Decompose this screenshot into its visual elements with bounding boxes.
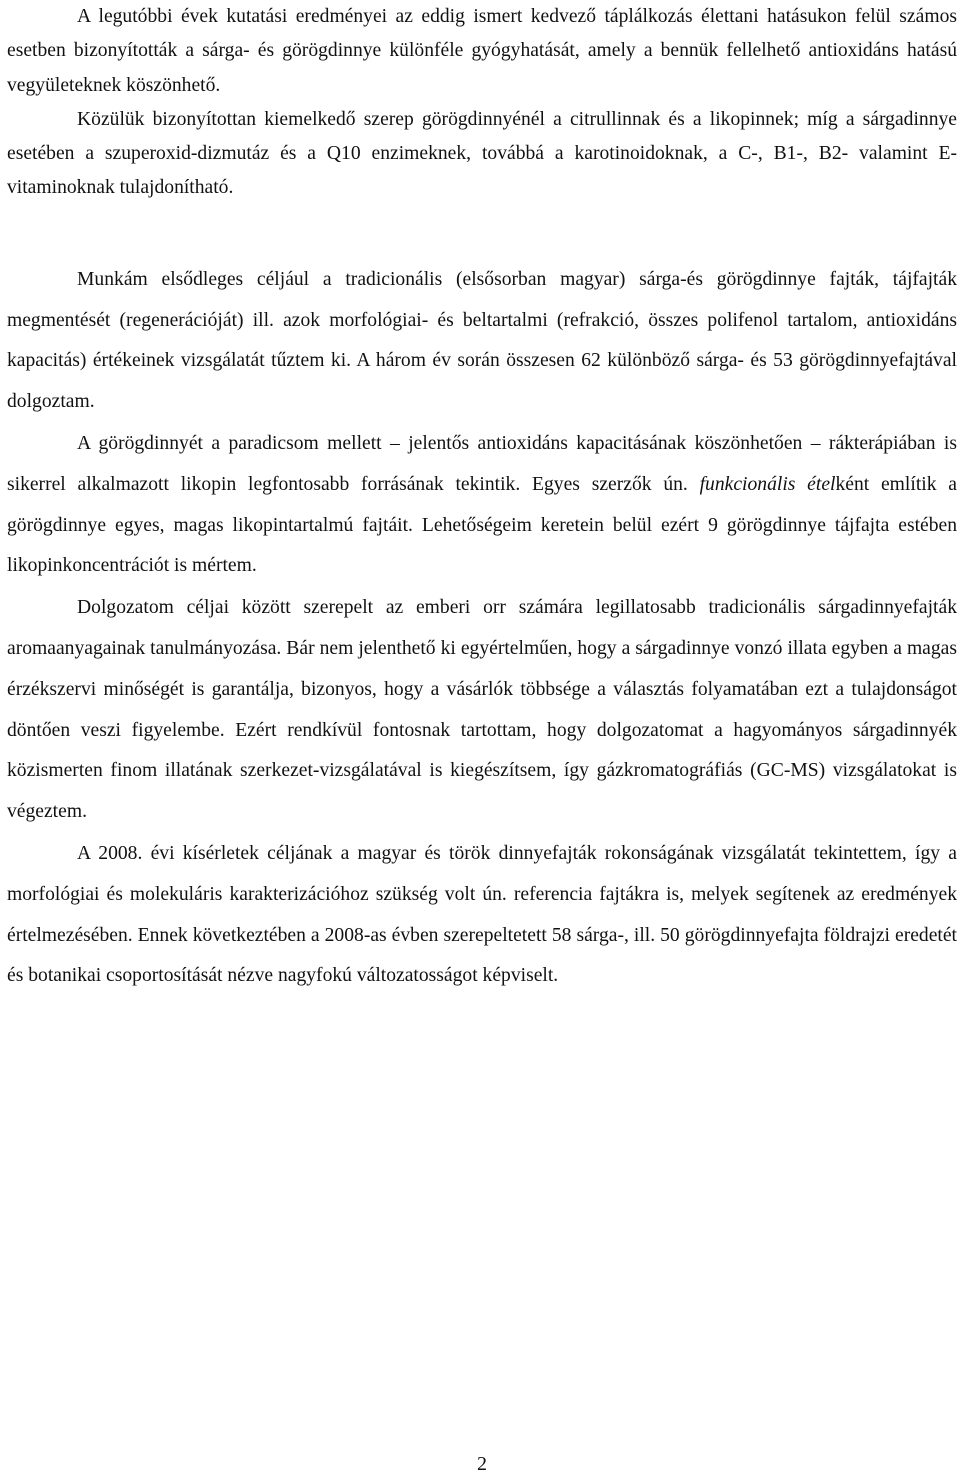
paragraph-lycopene-text-start: A görögdinnyét a paradicsom mellett – jelentős antioxidáns kapacitásának köszönhetően – rákterápiában is sikerrel alkalmazott likopin legfontosabb forrásának tekintik. Egyes szerzők ún. xyxy=(7,432,957,495)
paragraph-goals: Munkám elsődleges céljául a tradicionális (elsősorban magyar) sárga-és görögdinnye fajták, tájfajták megmentését (regenerációját) ill. azok morfológiai- és beltartalmi (refrakció, összes polifenol tartalom, antioxidáns kapacitás) értékeinek vizsgálatát tűztem ki. A három év során összesen 62 különböző sárga- és 53 görögdinnyefajtával dolgoztam. xyxy=(7,268,957,413)
paragraph-lycopene-text-end: ként említik a görögdinnye egyes, magas likopintartalmú fajtáit. Lehetőségeim keretein belül ezért 9 görögdinnye tájfajta estében likopinkoncentrációt is mértem. xyxy=(7,473,957,577)
page-number: 2 xyxy=(477,1453,487,1475)
paragraph-intro-continued: Közülük bizonyítottan kiemelkedő szerep görögdinnyénél a citrullinnak és a likopinnek; míg a sárgadinnye esetében a szuperoxid-dizmutáz és a Q10 enzimeknek, továbbá a karotinoidoknak, a C-, B1-, B2- valamint E-vitaminoknak tulajdonítható. xyxy=(7,108,957,199)
document-page xyxy=(7,0,957,1476)
paragraph-intro-text: A legutóbbi évek kutatási eredményei az eddig ismert kedvező táplálkozás élettani hatásukon felül számos esetben bizonyították a sárga- és görögdinnye különféle gyógyhatását, amely a bennük fellelhető antioxidáns hatású vegyületeknek köszönhető. xyxy=(7,6,957,96)
paragraph-intro xyxy=(7,0,957,206)
paragraph-aroma: Dolgozatom céljai között szerepelt az emberi orr számára legillatosabb tradicionális sárgadinnyefajták aromaanyagainak tanulmányozása. Bár nem jelenthető ki egyértelműen, hogy a sárgadinnye vonzó illata egyben a magas érzékszervi minőségét is garantálja, bizonyos, hogy a vásárlók többsége a választás folyamatában ezt a tulajdonságot döntően veszi figyelembe. Ezért rendkívül fontosnak tartottam, hogy dolgozatomat a hagyományos sárgadinnyék közismerten finom illatának szerkezet-vizsgálatával is kiegészítsem, így gázkromatográfiás (GC-MS) vizsgálatokat is végeztem. xyxy=(7,597,957,823)
paragraph-lycopene-emphasis: funkcionális étel xyxy=(699,473,836,495)
paragraph-2008-experiments: A 2008. évi kísérletek céljának a magyar és török dinnyefajták rokonságának vizsgálatát tekintettem, így a morfológiai és molekuláris karakterizációhoz szükség volt ún. referencia fajtákra is, melyek segítenek az eredmények értelmezésében. Ennek következtében a 2008-as évben szerepeltetett 58 sárga-, ill. 50 görögdinnyefajta földrajzi eredetét és botanikai csoportosítását nézve nagyfokú változatosságot képviselt. xyxy=(7,842,957,987)
paragraph-lycopene xyxy=(7,424,957,587)
